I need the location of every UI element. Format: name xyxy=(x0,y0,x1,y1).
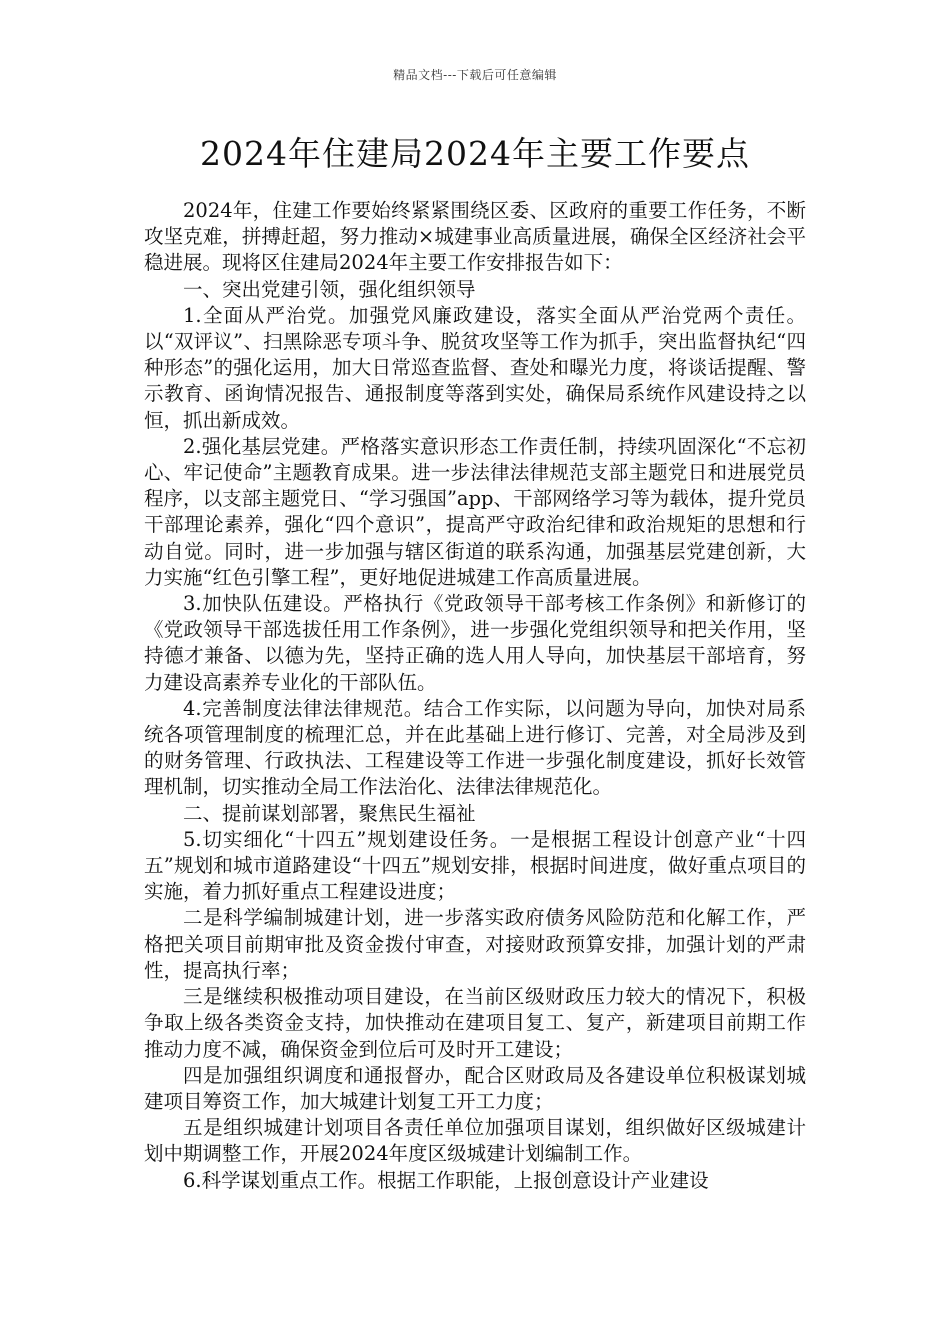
paragraph-item-5-3: 三是继续积极推动项目建设，在当前区级财政压力较大的情况下，积极争取上级各类资金支持，加快推动在建项目复工、复产，新建项目前期工作推动力度不减，确保资金到位后可及时开工建设； xyxy=(144,985,806,1061)
header-note: 精品文档---下载后可任意编辑 xyxy=(393,68,557,82)
paragraph-item-2: 2.强化基层党建。严格落实意识形态工作责任制，持续巩固深化“不忘初心、牢记使命”主题教育成果。进一步法律法律规范支部主题党日和进展党员程序，以支部主题党日、“学习强国”app、干部网络学习等为载体，提升党员干部理论素养，强化“四个意识”，提高严守政治纪律和政治规矩的思想和行动自觉。同时，进一步加强与辖区街道的联系沟通，加强基层党建创新，大力实施“红色引擎工程”，更好地促进城建工作高质量进展。 xyxy=(144,434,806,589)
paragraph-item-5-5: 五是组织城建计划项目各责任单位加强项目谋划，组织做好区级城建计划中期调整工作，开展2024年度区级城建计划编制工作。 xyxy=(144,1116,806,1166)
paragraph-item-5: 5.切实细化“十四五”规划建设任务。一是根据工程设计创意产业“十四五”规划和城市道路建设“十四五”规划安排，根据时间进度，做好重点项目的实施，着力抓好重点工程建设进度； xyxy=(144,827,806,904)
paragraph-item-4: 4.完善制度法律法律规范。结合工作实际，以问题为导向，加快对局系统各项管理制度的梳理汇总，并在此基础上进行修订、完善，对全局涉及到的财务管理、行政执法、工程建设等工作进一步强化制度建设，抓好长效管理机制，切实推动全局工作法治化、法律法律规范化。 xyxy=(144,696,806,799)
paragraph-intro: 2024年，住建工作要始终紧紧围绕区委、区政府的重要工作任务，不断攻坚克难，拼搏赶超，努力推动×城建事业高质量进展，确保全区经济社会平稳进展。现将区住建局2024年主要工作安排报告如下： xyxy=(144,199,806,275)
paragraph-item-6: 6.科学谋划重点工作。根据工作职能，上报创意设计产业建设 xyxy=(183,1168,709,1192)
paragraph-item-1: 1.全面从严治党。加强党风廉政建设，落实全面从严治党两个责任。以“双评议”、扫黑除恶专项斗争、脱贫攻坚等工作为抓手，突出监督执纪“四种形态”的强化运用，加大日常巡查监督、查处和曝光力度，将谈话提醒、警示教育、函询情况报告、通报制度等落到实处，确保局系统作风建设持之以恒，抓出新成效。 xyxy=(144,303,806,432)
section-heading-2: 二、提前谋划部署，聚焦民生福祉 xyxy=(183,801,476,825)
paragraph-item-5-4: 四是加强组织调度和通报督办，配合区财政局及各建设单位积极谋划城建项目筹资工作，加大城建计划复工开工力度； xyxy=(144,1063,806,1113)
section-heading-1: 一、突出党建引领，强化组织领导 xyxy=(183,277,476,301)
paragraph-item-5-2: 二是科学编制城建计划，进一步落实政府债务风险防范和化解工作，严格把关项目前期审批及资金拨付审查，对接财政预算安排，加强计划的严肃性，提高执行率； xyxy=(144,906,806,982)
document-body xyxy=(144,198,806,1194)
paragraph-item-3: 3.加快队伍建设。严格执行《党政领导干部考核工作条例》和新修订的《党政领导干部选拔任用工作条例》，进一步强化党组织领导和把关作用，坚持德才兼备、以德为先，坚持正确的选人用人导向，加快基层干部培育，努力建设高素养专业化的干部队伍。 xyxy=(144,592,806,694)
document-title: 2024年住建局2024年主要工作要点 xyxy=(200,134,750,173)
